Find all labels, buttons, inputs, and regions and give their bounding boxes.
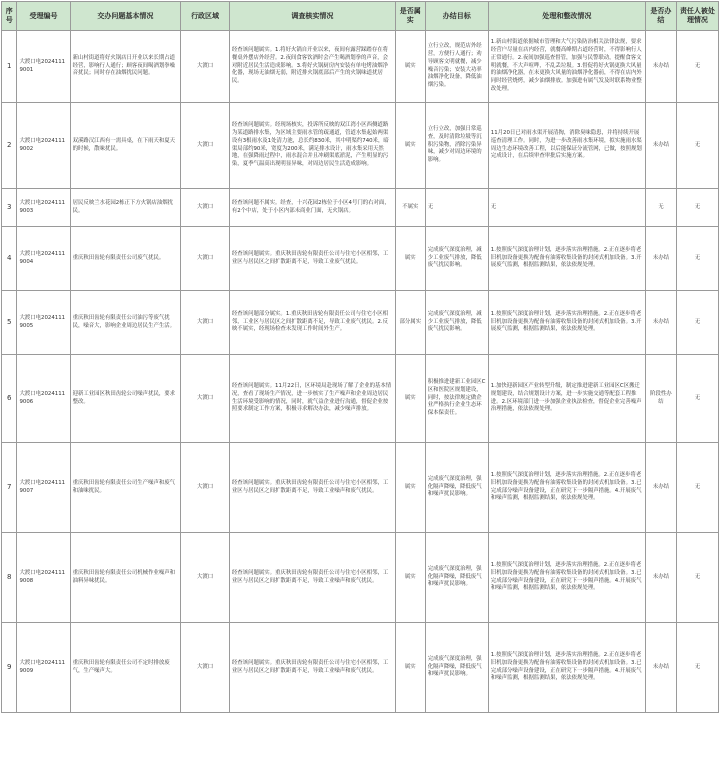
cell-verified: 属实 xyxy=(395,31,425,103)
cell-code: 大渡口电20241119005 xyxy=(17,291,70,355)
cell-code: 大渡口电20241119001 xyxy=(17,31,70,103)
cell-issue: 居民反映兰水花园2栋正下方火锅店油烟扰民。 xyxy=(70,189,181,227)
header-investigation: 调查核实情况 xyxy=(229,2,395,31)
header-code: 受理编号 xyxy=(17,2,70,31)
cell-region: 大渡口 xyxy=(181,227,230,291)
header-seq: 序号 xyxy=(2,2,17,31)
cell-goal: 完成废气深度治理，强化隔声降噪，降低废气和噪声扰民影响。 xyxy=(425,443,488,533)
header-verified: 是否属实 xyxy=(395,2,425,31)
cell-done: 阶段性办结 xyxy=(645,355,676,443)
cell-seq: 6 xyxy=(2,355,17,443)
cell-verified: 属实 xyxy=(395,623,425,713)
table-body xyxy=(2,31,719,713)
cell-region: 大渡口 xyxy=(181,623,230,713)
cell-responsible: 无 xyxy=(676,227,718,291)
cell-region: 大渡口 xyxy=(181,103,230,189)
table-row xyxy=(2,443,719,533)
cell-code: 大渡口电20241119009 xyxy=(17,623,70,713)
cell-issue: 重庆秋田齿轮有限责任公司机械作业噪声和油料异味扰民。 xyxy=(70,533,181,623)
table-row xyxy=(2,189,719,227)
table-row xyxy=(2,103,719,189)
cell-code: 大渡口电20241119006 xyxy=(17,355,70,443)
cell-responsible: 无 xyxy=(676,355,718,443)
cell-handling: 无 xyxy=(488,189,645,227)
cell-seq: 8 xyxy=(2,533,17,623)
cell-done: 无 xyxy=(645,189,676,227)
cell-seq: 3 xyxy=(2,189,17,227)
complaint-table xyxy=(1,1,719,713)
cell-investigation: 经查该问题属实。1.将好火锅自开业以来，夜间有露营踩踏存在将餐桌外摆店外经营。2.夜间食客饮酒时会产生喝酒划拳的声音，会对附近居民生活造成影响。3.将好火锅厨房内安装有单电烤油烟净化器，现场无油烟无弱，附近排火锅底部后产生的火锅味道扰居民。 xyxy=(229,31,395,103)
cell-done: 未办结 xyxy=(645,227,676,291)
table-header-row xyxy=(2,2,719,31)
cell-investigation: 经查该问题不属实。经查，十兴花园2栋位于小区4号门的右对面，有2个中店，处于小区内部未商业门面，无火锅店。 xyxy=(229,189,395,227)
table-row xyxy=(2,31,719,103)
cell-verified: 属实 xyxy=(395,443,425,533)
cell-seq: 1 xyxy=(2,31,17,103)
cell-goal: 无 xyxy=(425,189,488,227)
cell-region: 大渡口 xyxy=(181,533,230,623)
cell-seq: 2 xyxy=(2,103,17,189)
cell-region: 大渡口 xyxy=(181,355,230,443)
table-row xyxy=(2,623,719,713)
cell-seq: 7 xyxy=(2,443,17,533)
cell-investigation: 经查该问题属实。11月22日，区环境局赴现场了解了企业的基本情况，查看了现场生产情况，进一步核实了生产噪声和企业周边居民生活环境受影响的情况，同时，就气益企业进行沟通，督促企业按照要求制定工作方案，积极寻求解决办法，减少噪声排放。 xyxy=(229,355,395,443)
cell-done: 未办结 xyxy=(645,291,676,355)
cell-responsible: 无 xyxy=(676,533,718,623)
cell-done: 未办结 xyxy=(645,31,676,103)
cell-responsible: 无 xyxy=(676,443,718,533)
cell-goal: 完成废气深度治理，强化隔声降噪，降低废气和噪声扰民影响。 xyxy=(425,623,488,713)
table-row xyxy=(2,227,719,291)
cell-verified: 不属实 xyxy=(395,189,425,227)
cell-responsible: 无 xyxy=(676,103,718,189)
cell-issue: 迎新工业园区秋田齿轮公司噪声扰民，要求整改。 xyxy=(70,355,181,443)
header-handling: 处理和整改情况 xyxy=(488,2,645,31)
cell-issue: 重庆秋田齿轮有限责任公司生产噪声和废气和油味扰民。 xyxy=(70,443,181,533)
cell-seq: 4 xyxy=(2,227,17,291)
cell-issue: 双溪路汉江西有一需具桌，在下雨天和夏天的时候，散味扰民。 xyxy=(70,103,181,189)
cell-issue: 重庆秋田齿轮有限责任公司废气扰民。 xyxy=(70,227,181,291)
cell-investigation: 经查该问题属实。重庆秋田齿轮有限责任公司与住宅小区相邻，工业区与居民区之间扩散距离不足，导致工业噪声和废气扰民。 xyxy=(229,623,395,713)
cell-handling: 11月20日已对雨水渠开展清掏，消除臭味隐患，并将持续开展巡查清理工作。同时，为进一步改善雨水集环境，拟实施雨水渠周边生态环境改善工程，以后能保证分流管网，已做，按照规划完成设计，在后续审查审批后实施方案。 xyxy=(488,103,645,189)
cell-issue: 重庆秋田齿轮有限责任公司油污等废气扰民，噪音大，影响企业周边居民生产生活。 xyxy=(70,291,181,355)
cell-goal: 完成废气深度治理，强化隔声降噪，降低废气和噪声扰民影响。 xyxy=(425,533,488,623)
table-row xyxy=(2,355,719,443)
cell-goal: 积极推进建新工业园区C区和医院区规划建设，同时，按法律规定做企业严格执行企业生态环保本保责任。 xyxy=(425,355,488,443)
table-row xyxy=(2,291,719,355)
cell-issue: 重庆秋田齿轮有限责任公司不定时排放废气，生产噪声大。 xyxy=(70,623,181,713)
cell-verified: 属实 xyxy=(395,103,425,189)
cell-responsible: 无 xyxy=(676,31,718,103)
cell-goal: 完成废气深度治理，减少工业废气排放，降低废气扰民影响。 xyxy=(425,291,488,355)
cell-verified: 属实 xyxy=(395,355,425,443)
cell-investigation: 经查该问题部分属实。1.重庆秋田齿轮有限责任公司与住宅小区相邻，工业区与居民区之间扩散距离不足，导致工业废气扰民。2.反映不属实，经现场检查未发现工作时间外生产。 xyxy=(229,291,395,355)
cell-code: 大渡口电20241119004 xyxy=(17,227,70,291)
cell-verified: 属实 xyxy=(395,533,425,623)
cell-seq: 5 xyxy=(2,291,17,355)
cell-handling: 1.按照废气深度治理计划，逐步落实治理措施。2.正在逐步将老旧机加设备更换为配备有油雾收集设备的封闭式机加设备。3.已完成部分噪声设备建设，正在研究下一步隔声措施。4.开展废气和噪声监测，根据监测结果，依法依规处理。 xyxy=(488,443,645,533)
cell-code: 大渡口电20241119003 xyxy=(17,189,70,227)
cell-code: 大渡口电20241119008 xyxy=(17,533,70,623)
header-responsible: 责任人被处理情况 xyxy=(676,2,718,31)
cell-responsible: 无 xyxy=(676,623,718,713)
cell-seq: 9 xyxy=(2,623,17,713)
cell-responsible: 无 xyxy=(676,291,718,355)
cell-handling: 1.按照废气深度治理计划，逐步落实治理措施。2.正在逐步将老旧机加设备更换为配备有油雾收集设备的封闭式机加设备。3.开展废气监测，根据监测结果，依法依规处理。 xyxy=(488,227,645,291)
cell-verified: 属实 xyxy=(395,227,425,291)
cell-handling: 1.按照废气深度治理计划，逐步落实治理措施。2.正在逐步将老旧机加设备更换为配备有油雾收集设备的封闭式机加设备。3.已完成部分噪声设备建设，正在研究下一步隔声措施。4.开展废气和噪声监测，根据监测结果，依法依规处理。 xyxy=(488,623,645,713)
cell-handling: 1.新山村街道依据城市管理和大气污染防治相关法律法规，要求经营户尽量在店内经营，就餐高峰期占道经营时，不得影响行人正常通行。2.夜间加强巡查督管，加强与民警联动，提醒食客文明就餐，不大声喧哗，不乱丢垃圾。3.督促将好火锅更换大风量的油烟净化器，在未更换大风量的油烟净化器前，不得在店内外同时经营烧烤，减少油烟排放。加强进有属气发及时联系物业整改处理。 xyxy=(488,31,645,103)
cell-handling: 1.加快迎新园区产业转型升级，制定推进建新工业园区C区搬迁规划建设，结合规划设计方案，进一步实施交通等配套工程推进。2.区环境部门进一步加强企业执法检查，督促企业完善噪声治理措施，依法依规处理。 xyxy=(488,355,645,443)
cell-investigation: 经查该问题属实。重庆秋田齿轮有限责任公司与住宅小区相邻，工业区与居民区之间扩散距离不足，导致工业废气扰民。 xyxy=(229,227,395,291)
cell-responsible: 无 xyxy=(676,189,718,227)
cell-done: 未办结 xyxy=(645,623,676,713)
cell-region: 大渡口 xyxy=(181,31,230,103)
cell-region: 大渡口 xyxy=(181,189,230,227)
cell-investigation: 经查该问题属实。经现场核实，投诉所反映的双江湾小区西侧道路为某道路排水集，为区域主要雨水管的疏通道，管道水集起始两渠设有3根雨水及1处清力池，总长约830米，其中明渠约740米，暗渠局部约90米，宽度为200米，满足排水设计，雨水集采用天然地，在强降雨过程中，雨水混合并且冲刷渠底淤泥，产生明显的污染，夏季气温高出现明显异味，对周边居民生活造成影响。 xyxy=(229,103,395,189)
cell-code: 大渡口电20241119007 xyxy=(17,443,70,533)
cell-done: 未办结 xyxy=(645,443,676,533)
table-row xyxy=(2,533,719,623)
cell-goal: 立行立改，规范店外经营，方便行人通行；劝导顾客文明就餐，减少噪音污染；安装大功率油烟净化设备，降低油烟污染。 xyxy=(425,31,488,103)
cell-done: 未办结 xyxy=(645,103,676,189)
cell-done: 未办结 xyxy=(645,533,676,623)
header-region: 行政区域 xyxy=(181,2,230,31)
cell-goal: 完成废气深度治理，减少工业废气排放，降低废气扰民影响。 xyxy=(425,227,488,291)
header-issue: 交办问题基本情况 xyxy=(70,2,181,31)
cell-region: 大渡口 xyxy=(181,443,230,533)
header-goal: 办结目标 xyxy=(425,2,488,31)
cell-code: 大渡口电20241119002 xyxy=(17,103,70,189)
header-done: 是否办结 xyxy=(645,2,676,31)
cell-investigation: 经查该问题属实。重庆秋田齿轮有限责任公司与住宅小区相邻，工业区与居民区之间扩散距离不足，导致工业噪声和废气扰民。 xyxy=(229,533,395,623)
cell-issue: 新山村街道将好火锅店日开业以来长期占道经营，影响行人通行；顾客夜间喝酒划拳噪音扰民；同时存在油烟扰民问题。 xyxy=(70,31,181,103)
cell-region: 大渡口 xyxy=(181,291,230,355)
cell-handling: 1.按照废气深度治理计划，逐步落实治理措施。2.正在逐步将老旧机加设备更换为配备有油雾收集设备的封闭式机加设备。3.开展废气监测，根据监测结果，依法依规处理。 xyxy=(488,291,645,355)
cell-handling: 1.按照废气深度治理计划，逐步落实治理措施。2.正在逐步将老旧机加设备更换为配备有油雾收集设备的封闭式机加设备。3.已完成部分噪声设备建设，正在研究下一步隔声措施。4.开展废气和噪声监测，根据监测结果，依法依规处理。 xyxy=(488,533,645,623)
cell-goal: 立行立改，加强日常巡查，及时清除垃圾等沉积污染物，消除污染异味，减少对周边环境的影响。 xyxy=(425,103,488,189)
cell-investigation: 经查该问题属实。重庆秋田齿轮有限责任公司与住宅小区相邻，工业区与居民区之间扩散距离不足，导致工业噪声和废气扰民。 xyxy=(229,443,395,533)
cell-verified: 部分属实 xyxy=(395,291,425,355)
